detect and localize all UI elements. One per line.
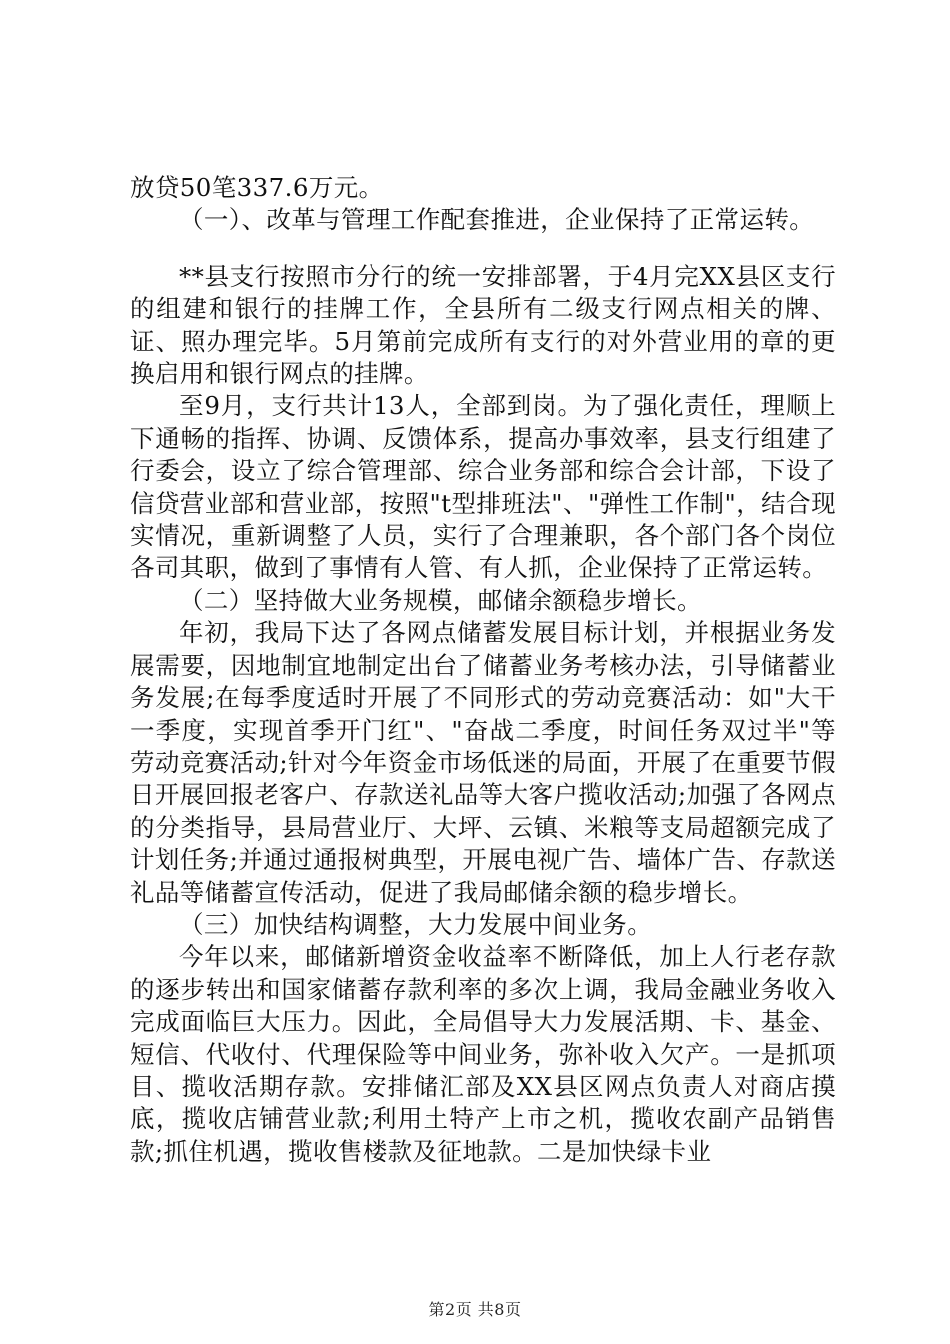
document-body [130, 172, 836, 1168]
page-footer: 第2页 共8页 [428, 1300, 522, 1319]
paragraph: 年初，我局下达了各网点储蓄发展目标计划，并根据业务发展需要，因地制宜地制定出台了储蓄业务考核办法，引导储蓄业务发展;在每季度适时开展了不同形式的劳动竞赛活动：如"大干一季度，实现首季开门红"、"奋战二季度，时间任务双过半"等劳动竞赛活动;针对今年资金市场低迷的局面，开展了在重要节假日开展回报老客户、存款送礼品等大客户揽收活动;加强了各网点的分类指导，县局营业厅、大坪、云镇、米粮等支局超额完成了计划任务;并通过通报树典型，开展电视广告、墙体广告、存款送礼品等储蓄宣传活动，促进了我局邮储余额的稳步增长。 [130, 618, 836, 907]
section-heading-3: （三）加快结构调整，大力发展中间业务。 [179, 909, 653, 939]
paragraph: 至9月，支行共计13人，全部到岗。为了强化责任，理顺上下通畅的指挥、协调、反馈体系，提高办事效率，县支行组建了行委会，设立了综合管理部、综合业务部和综合会计部，下设了信贷营业部和营业部，按照"t型排班法"、"弹性工作制"，结合现实情况，重新调整了人员，实行了合理兼职，各个部门各个岗位各司其职，做到了事情有人管、有人抓，企业保持了正常运转。 [130, 391, 836, 583]
paragraph-continuation: 放贷50笔337.6万元。 [130, 173, 384, 202]
section-heading-2: （二）坚持做大业务规模，邮储余额稳步增长。 [179, 585, 702, 615]
section-heading-1: （一）、改革与管理工作配套推进，企业保持了正常运转。 [179, 205, 815, 235]
paragraph: 今年以来，邮储新增资金收益率不断降低，加上人行老存款的逐步转出和国家储蓄存款利率的多次上调，我局金融业务收入完成面临巨大压力。因此，全局倡导大力发展活期、卡、基金、短信、代收付、代理保险等中间业务，弥补收入欠产。一是抓项目、揽收活期存款。安排储汇部及XX县区网点负责人对商店摸底，揽收店铺营业款;利用土特产上市之机，揽收农副产品销售款;抓住机遇，揽收售楼款及征地款。二是加快绿卡业 [130, 942, 836, 1166]
paragraph: **县支行按照市分行的统一安排部署，于4月完XX县区支行的组建和银行的挂牌工作，全县所有二级支行网点相关的牌、证、照办理完毕。5月第前完成所有支行的对外营业用的章的更换启用和银行网点的挂牌。 [130, 261, 836, 389]
